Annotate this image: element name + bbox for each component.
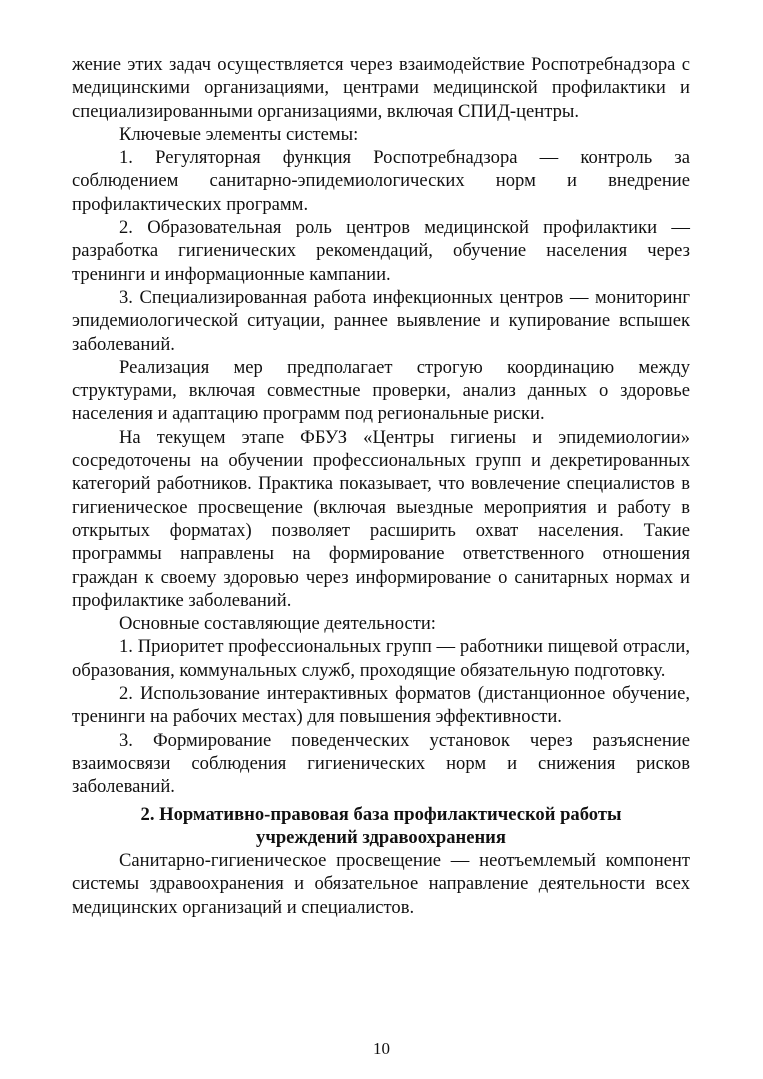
section-heading-line-2: учреждений здравоохранения [256, 826, 506, 848]
paragraph-section-intro: Санитарно-гигиеническое просвещение — неотъемлемый компонент системы здравоохранения и обязательное направление деятельности всех медицинских организаций и специалистов. [72, 850, 690, 918]
list-item-professional-groups: 1. Приоритет профессиональных групп — работники пищевой отрасли, образования, коммунальных служб, проходящие обязательную подготовку. [72, 636, 690, 681]
paragraph-activity-intro: Основные составляющие деятельности: [119, 613, 436, 635]
paragraph-key-elements-intro: Ключевые элементы системы: [119, 123, 359, 145]
paragraph-coordination: Реализация мер предполагает строгую координацию между структурами, включая совместные проверки, анализ данных о здоровье населения и адаптацию программ под региональные риски. [72, 356, 690, 425]
list-item-interactive-formats: 2. Использование интерактивных форматов (дистанционное обучение, тренинги на рабочих местах) для повышения эффективности. [72, 683, 690, 728]
document-page [72, 53, 690, 919]
page-number: 10 [373, 1039, 390, 1058]
paragraph-current-stage: На текущем этапе ФБУЗ «Центры гигиены и эпидемиологии» сосредоточены на обучении профессиональных групп и декретированных категорий работников. Практика показывает, что вовлечение специалистов в гигиеническое просвещение (включая выездные мероприятия и работу в открытых форматах) позволяет расширить охват населения. Такие программы направлены на формирование ответственного отношения граждан к своему здоровью через информирование о санитарных нормах и профилактике заболеваний. [72, 426, 690, 611]
paragraph-continuation: жение этих задач осуществляется через взаимодействие Роспотребнадзора с медицинскими организациями, центрами медицинской профилактики и специализированными организациями, включая СПИД-центры. [72, 54, 690, 122]
list-item-behavioral: 3. Формирование поведенческих установок через разъяснение взаимосвязи соблюдения гигиенических норм и снижения рисков заболеваний. [72, 729, 690, 798]
section-heading-line-1: 2. Нормативно-правовая база профилактической работы [140, 803, 622, 825]
section-heading [72, 803, 690, 850]
list-item-regulatory: 1. Регуляторная функция Роспотребнадзора — контроль за соблюдением санитарно-эпидемиологических норм и внедрение профилактических программ. [72, 147, 690, 215]
list-item-specialized: 3. Специализированная работа инфекционных центров — мониторинг эпидемиологической ситуации, раннее выявление и купирование вспышек заболеваний. [72, 286, 690, 355]
list-item-educational: 2. Образовательная роль центров медицинской профилактики — разработка гигиенических рекомендаций, обучение населения через тренинги и информационные кампании. [72, 217, 690, 285]
